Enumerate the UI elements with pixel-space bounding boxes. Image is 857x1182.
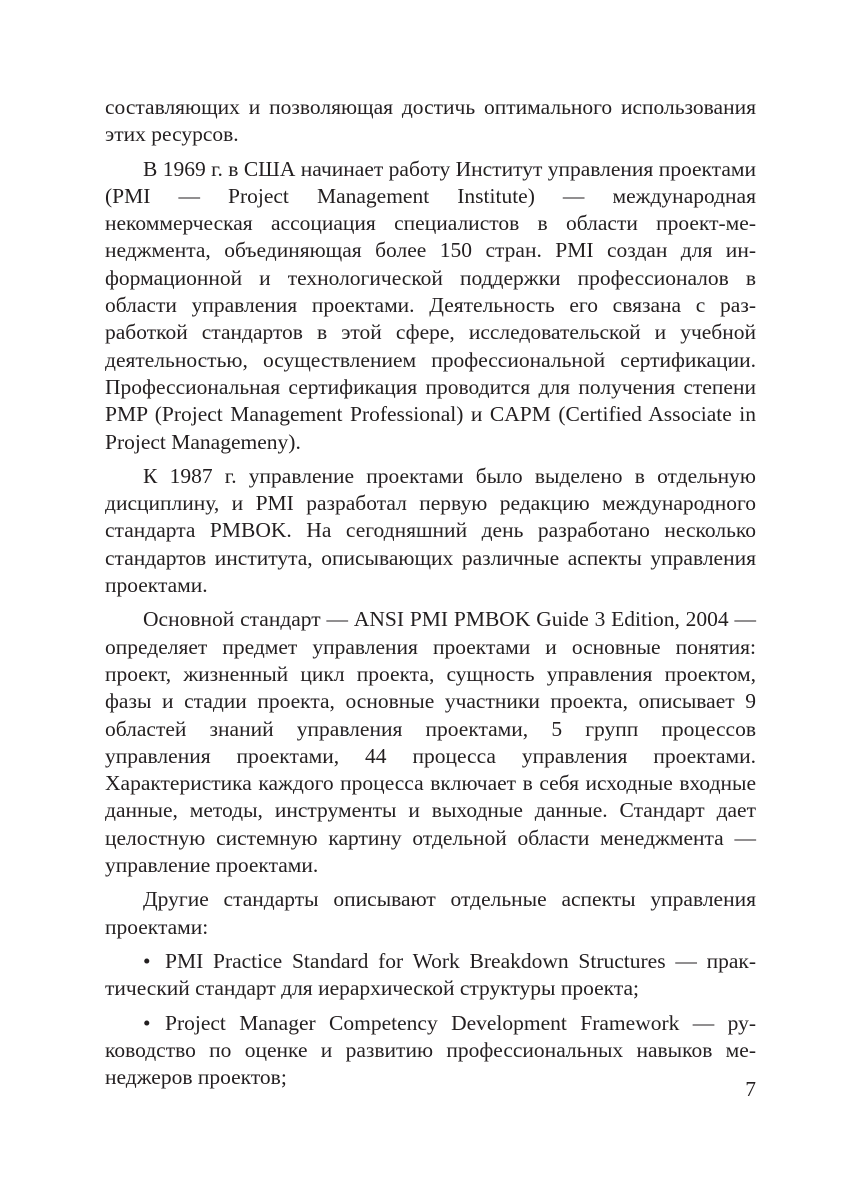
paragraph-pmbok-first-edition: К 1987 г. управление проектами было выделено в отдельную дисциплину, и PMI разработал первую редакцию международного стандарта PMBOK. На сегодняшний день разработано несколько стандартов института, описывающих различные аспекты управления проектами. bbox=[105, 463, 756, 598]
paragraph-main-standard: Основной стандарт — ANSI PMI PMBOK Guide 3 Edition, 2004 — определяет предмет управления проектами и основные понятия: проект, жизненный цикл проекта, сущность управления проектом, фазы и стадии проекта, основные участники проекта, описывает 9 областей знаний управления проектами, 5 групп процессов управления проектами, 44 процесса управления проектами. Характеристика каждого процесса включает в себя исходные входные данные, методы, инструменты и выходные данные. Стандарт дает целостную системную картину отдельной области менеджмента — управление проектами. bbox=[105, 607, 756, 878]
list-item bbox=[105, 948, 756, 1003]
page-number: 7 bbox=[745, 1077, 756, 1101]
paragraph-continuation: составляющих и позволяющая достичь оптимального использования этих ресурсов. bbox=[105, 95, 756, 147]
list-item-text: Project Manager Competency Development Framework — руководство по оценке и развитию профессиональных навыков менеджеров проектов; bbox=[105, 1010, 756, 1090]
bullet-marker: • bbox=[143, 1010, 151, 1035]
list-item bbox=[105, 1010, 756, 1092]
bullet-marker: • bbox=[143, 948, 151, 973]
page-body bbox=[105, 94, 756, 1098]
list-item-text: PMI Practice Standard for Work Breakdown Structures — практический стандарт для иерархической структуры проекта; bbox=[105, 948, 756, 1001]
paragraph-other-standards: Другие стандарты описывают отдельные аспекты управления проектами: bbox=[105, 887, 756, 939]
paragraph-pmi-history: В 1969 г. в США начинает работу Институт управления проектами (PMI — Project Management Institute) — международная некоммерческая ассоциация специалистов в области проект-менеджмента, объединяющая более 150 стран. PMI создан для информационной и технологической поддержки профессионалов в области управления проектами. Деятельность его связана с разработкой стандартов в этой сфере, исследовательской и учебной деятельностью, осуществлением профессиональной сертификации. Профессиональная сертификация проводится для получения степени PMP (Project Management Professional) и CAPM (Certified Associate in Project Managemeny). bbox=[105, 156, 756, 454]
